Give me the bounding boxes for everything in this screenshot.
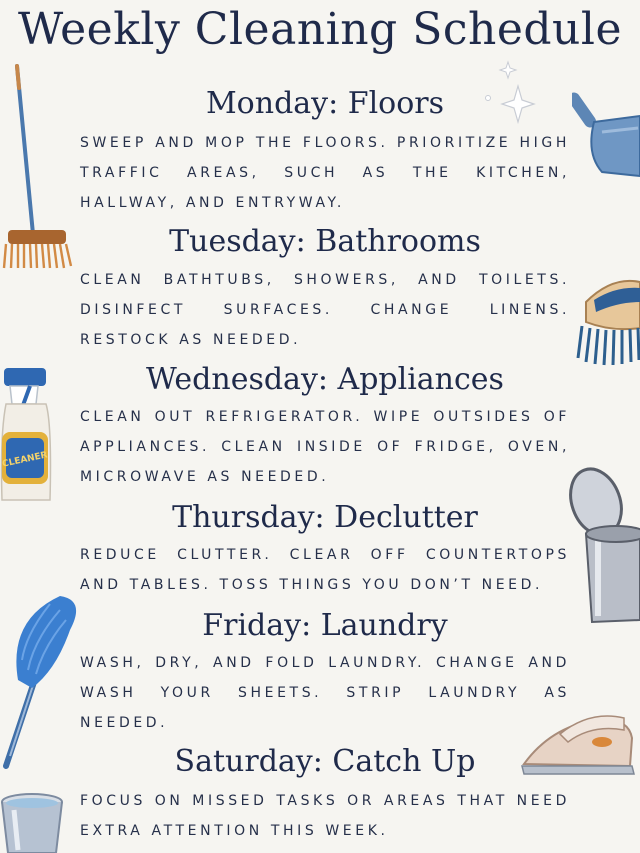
friday-heading: Friday: Laundry bbox=[202, 608, 448, 643]
saturday-text: FOCUS ON MISSED TASKS OR AREAS THAT NEED EXTRA ATTENTION THIS WEEK. bbox=[80, 793, 570, 839]
wednesday-text: CLEAN OUT REFRIGERATOR. WIPE OUTSIDES OF APPLIANCES. CLEAN INSIDE OF FRIDGE, OVEN, MICROWAVE AS NEEDED. bbox=[80, 409, 570, 485]
thursday-heading: Thursday: Declutter bbox=[172, 500, 478, 535]
friday-text: WASH, DRY, AND FOLD LAUNDRY. CHANGE AND WASH YOUR SHEETS. STRIP LAUNDRY AS NEEDED. bbox=[80, 655, 570, 731]
page-title: Weekly Cleaning Schedule bbox=[18, 4, 622, 55]
spray-bottle-label: CLEANER bbox=[1, 450, 49, 470]
tuesday-heading: Tuesday: Bathrooms bbox=[169, 224, 481, 259]
sparkle-icon bbox=[474, 58, 544, 128]
monday-heading: Monday: Floors bbox=[205, 86, 445, 121]
thursday-text: REDUCE CLUTTER. CLEAR OFF COUNTERTOPS AND TABLES. TOSS THINGS YOU DON’T NEED. bbox=[80, 547, 570, 593]
scrub-brush-icon bbox=[572, 272, 640, 372]
trash-can-icon bbox=[558, 464, 640, 632]
saturday-heading: Saturday: Catch Up bbox=[174, 744, 476, 779]
broom-icon bbox=[0, 62, 78, 272]
monday-text: SWEEP AND MOP THE FLOORS. PRIORITIZE HIGH TRAFFIC AREAS, SUCH AS THE KITCHEN, HALLWAY, AND ENTRYWAY. bbox=[80, 135, 570, 211]
dustpan-icon bbox=[572, 84, 640, 184]
duster-icon bbox=[0, 590, 82, 770]
spray-bottle-icon bbox=[0, 364, 58, 504]
wednesday-heading: Wednesday: Appliances bbox=[146, 362, 504, 397]
bucket-icon bbox=[0, 790, 70, 853]
iron-icon bbox=[520, 708, 640, 780]
tuesday-text: CLEAN BATHTUBS, SHOWERS, AND TOILETS. DISINFECT SURFACES. CHANGE LINENS. RESTOCK AS NEEDED. bbox=[80, 272, 570, 348]
